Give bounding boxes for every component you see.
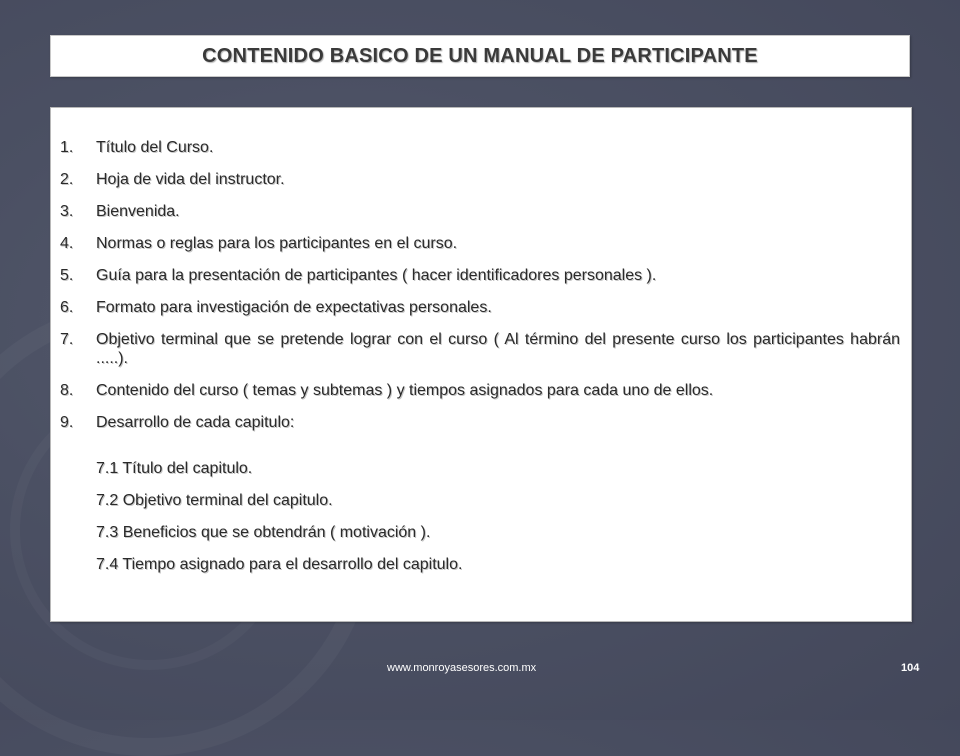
sub-list-item: 7.4 Tiempo asignado para el desarrollo del capitulo. (96, 556, 463, 573)
sub-list-item: 7.2 Objetivo terminal del capitulo. (96, 492, 333, 509)
list-item (60, 381, 900, 400)
sub-list-item: 7.3 Beneficios que se obtendrán ( motivación ). (96, 524, 431, 541)
list-item-text: Desarrollo de cada capitulo: (96, 414, 295, 431)
list-item-text: Título del Curso. (96, 139, 214, 156)
list-item (60, 202, 900, 221)
list-item (60, 413, 900, 432)
footer-url: www.monroyasesores.com.mx (387, 662, 537, 674)
list-item-number: 6. (60, 299, 74, 316)
title-box (50, 35, 910, 77)
list-item-number: 8. (60, 382, 74, 399)
list-item (60, 234, 900, 253)
list-item (60, 170, 900, 189)
content-box (50, 107, 912, 622)
list-item-text: Guía para la presentación de participantes ( hacer identificadores personales ). (96, 267, 657, 284)
list-item-number: 3. (60, 203, 74, 220)
list-item (60, 138, 900, 157)
slide-title: CONTENIDO BASICO DE UN MANUAL DE PARTICIPANTE (202, 44, 758, 67)
list-item-number: 9. (60, 414, 74, 431)
sub-list (96, 459, 900, 587)
list-item-number: 1. (60, 139, 74, 156)
list-item-text: Hoja de vida del instructor. (96, 171, 285, 188)
list-item (60, 298, 900, 317)
list-item (60, 330, 900, 368)
numbered-list (60, 138, 900, 445)
list-item-text: Normas o reglas para los participantes en el curso. (96, 235, 458, 252)
list-item-number: 7. (60, 331, 74, 348)
page-number: 104 (901, 662, 920, 674)
list-item-text: Formato para investigación de expectativas personales. (96, 299, 492, 316)
list-item-number: 5. (60, 267, 74, 284)
list-item-text: Objetivo terminal que se pretende lograr con el curso ( Al término del presente curso los participantes habrán .....). (96, 331, 900, 367)
list-item-text: Bienvenida. (96, 203, 180, 220)
list-item-text: Contenido del curso ( temas y subtemas ) y tiempos asignados para cada uno de ellos. (96, 382, 714, 399)
sub-list-item: 7.1 Título del capitulo. (96, 460, 253, 477)
list-item-number: 4. (60, 235, 74, 252)
list-item (60, 266, 900, 285)
list-item-number: 2. (60, 171, 74, 188)
